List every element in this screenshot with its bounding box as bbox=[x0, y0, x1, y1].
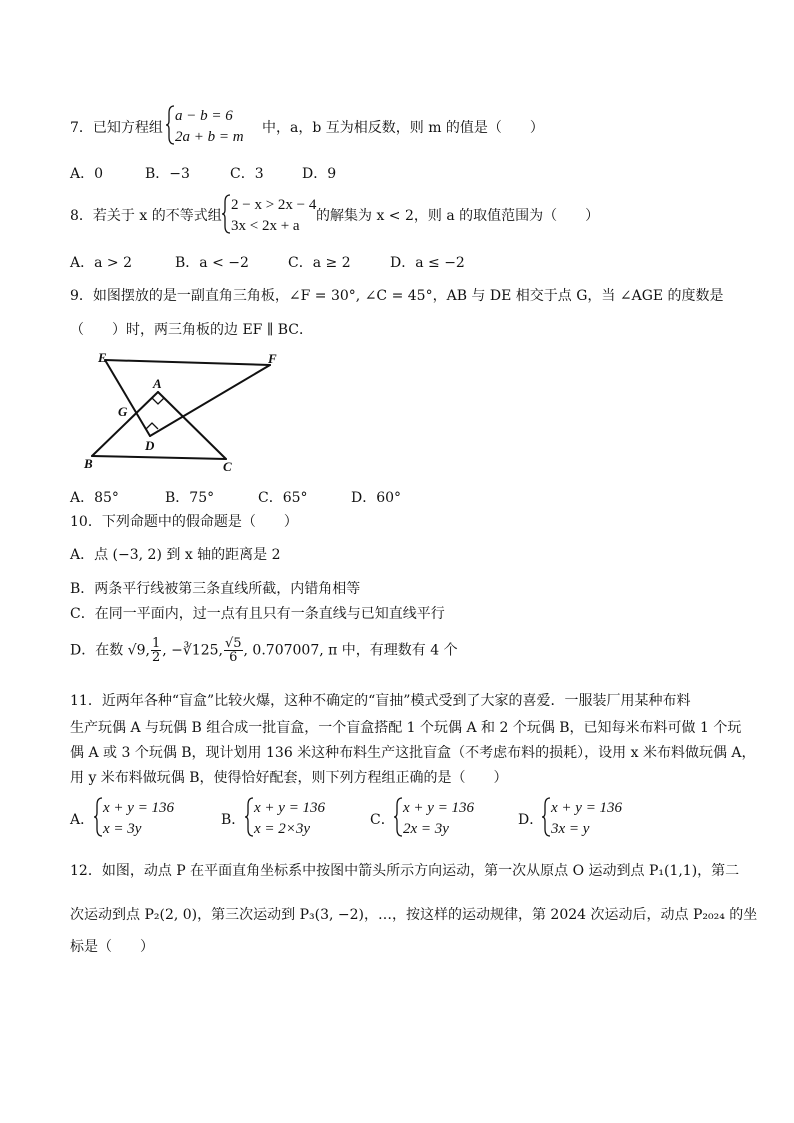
q10-d-prefix: D．在数 √9, bbox=[70, 642, 150, 659]
svg-text:2x = 3y: 2x = 3y bbox=[403, 821, 449, 837]
q9-option-c[interactable]: C．65° bbox=[258, 490, 308, 506]
q8-option-c[interactable]: C．a ≥ 2 bbox=[288, 255, 351, 271]
svg-text:x + y = 136: x + y = 136 bbox=[254, 800, 326, 816]
edge-bc bbox=[92, 456, 226, 459]
q10-option-a[interactable]: A．点 (−3, 2) 到 x 轴的距离是 2 bbox=[70, 547, 281, 563]
q8-tail: 的解集为 x < 2，则 a 的取值范围为（ ） bbox=[316, 208, 600, 224]
q10-option-b[interactable]: B．两条平行线被第三条直线所截，内错角相等 bbox=[70, 581, 361, 597]
svg-text:3x = y: 3x = y bbox=[551, 821, 590, 837]
q10-option-d[interactable] bbox=[70, 637, 458, 664]
svg-text:x + y = 136: x + y = 136 bbox=[103, 800, 175, 816]
q11-line4: 用 y 米布料做玩偶 B，使得恰好配套，则下列方程组正确的是（ ） bbox=[70, 770, 508, 786]
q8-eq2: 3x < 2x + a bbox=[231, 218, 300, 234]
q8-brace bbox=[222, 195, 230, 233]
edge-ef bbox=[105, 360, 270, 365]
q8-option-d[interactable]: D．a ≤ −2 bbox=[390, 255, 465, 271]
q9-figure bbox=[80, 350, 280, 475]
svg-text:x = 3y: x = 3y bbox=[103, 821, 142, 837]
q12-line3: 标是（ ） bbox=[70, 939, 154, 955]
right-angle-a bbox=[152, 398, 164, 404]
right-angle-d bbox=[146, 423, 158, 429]
q7-tail: 中，a，b 互为相反数，则 m 的值是（ ） bbox=[262, 120, 544, 136]
q7-brace bbox=[166, 106, 174, 144]
q8-eq1: 2 − x > 2x − 4 bbox=[231, 197, 317, 213]
q8-system bbox=[222, 192, 318, 236]
label-f: F bbox=[268, 351, 277, 366]
q7-eq1: a − b = 6 bbox=[175, 108, 233, 124]
q7-option-d[interactable]: D．9 bbox=[302, 166, 337, 182]
q8-head: 8．若关于 x 的不等式组 bbox=[70, 208, 222, 224]
q7-option-a[interactable]: A．0 bbox=[70, 166, 104, 182]
q11-line3: 偶 A 或 3 个玩偶 B，现计划用 136 米这种布料生产这批盲盒（不考虑布料的损耗），设用 x 米布料做玩偶 A， bbox=[70, 745, 756, 761]
label-d: D bbox=[145, 438, 155, 453]
q7-number: 7．已知方程组 bbox=[70, 120, 163, 136]
q10-d-frac2: $\frac{√5}{6}$ bbox=[224, 636, 242, 665]
q11-line2: 生产玩偶 A 与玩偶 B 组合成一批盲盒，一个盲盒搭配 1 个玩偶 A 和 2 个玩偶 B，已知每米布料可做 1 个玩 bbox=[70, 720, 742, 736]
q7-system bbox=[166, 103, 262, 147]
svg-text:x + y = 136: x + y = 136 bbox=[403, 800, 475, 816]
label-g: G bbox=[118, 404, 128, 419]
q7-eq2: 2a + b = m bbox=[175, 129, 244, 145]
q8-option-b[interactable]: B．a < −2 bbox=[175, 255, 249, 271]
q9-option-b[interactable]: B．75° bbox=[165, 490, 215, 506]
q7-option-b[interactable]: B．−3 bbox=[145, 166, 190, 182]
label-e: E bbox=[98, 350, 107, 365]
q10-d-mid: , −∛125, bbox=[162, 642, 223, 659]
svg-text:x + y = 136: x + y = 136 bbox=[551, 800, 623, 816]
label-c: C bbox=[223, 459, 232, 474]
q9-option-d[interactable]: D．60° bbox=[351, 490, 402, 506]
q10-stem: 10．下列命题中的假命题是（ ） bbox=[70, 514, 298, 530]
edge-ed bbox=[105, 360, 150, 436]
q9-option-a[interactable]: A．85° bbox=[70, 490, 119, 506]
label-a: A bbox=[153, 376, 162, 391]
q10-d-suffix: , 0.707007, π 中，有理数有 4 个 bbox=[243, 642, 458, 659]
q10-d-frac1: $\frac{1}{2}$ bbox=[151, 636, 161, 665]
q7-option-c[interactable]: C．3 bbox=[230, 166, 264, 182]
svg-text:x = 2×3y: x = 2×3y bbox=[254, 821, 311, 837]
q12-line1: 12．如图，动点 P 在平面直角坐标系中按图中箭头所示方向运动，第一次从原点 O 运动到点 P₁(1,1)，第二 bbox=[70, 863, 740, 879]
q10-option-c[interactable]: C．在同一平面内，过一点有且只有一条直线与已知直线平行 bbox=[70, 606, 445, 622]
q9-line2: （ ）时，两三角板的边 EF ∥ BC． bbox=[70, 322, 314, 338]
q9-line1: 9．如图摆放的是一副直角三角板，∠F = 30°, ∠C = 45°，AB 与 DE 相交于点 G，当 ∠AGE 的度数是 bbox=[70, 288, 724, 304]
q11-line1: 11．近两年各种“盲盒”比较火爆，这种不确定的“盲抽”模式受到了大家的喜爱．一服装厂用某种布料 bbox=[70, 693, 691, 709]
q12-line2: 次运动到点 P₂(2, 0)，第三次运动到 P₃(3, −2)，…，按这样的运动规律，第 2024 次运动后，动点 P₂₀₂₄ 的坐 bbox=[70, 907, 758, 923]
label-b: B bbox=[84, 456, 93, 471]
q8-option-a[interactable]: A．a > 2 bbox=[70, 255, 132, 271]
